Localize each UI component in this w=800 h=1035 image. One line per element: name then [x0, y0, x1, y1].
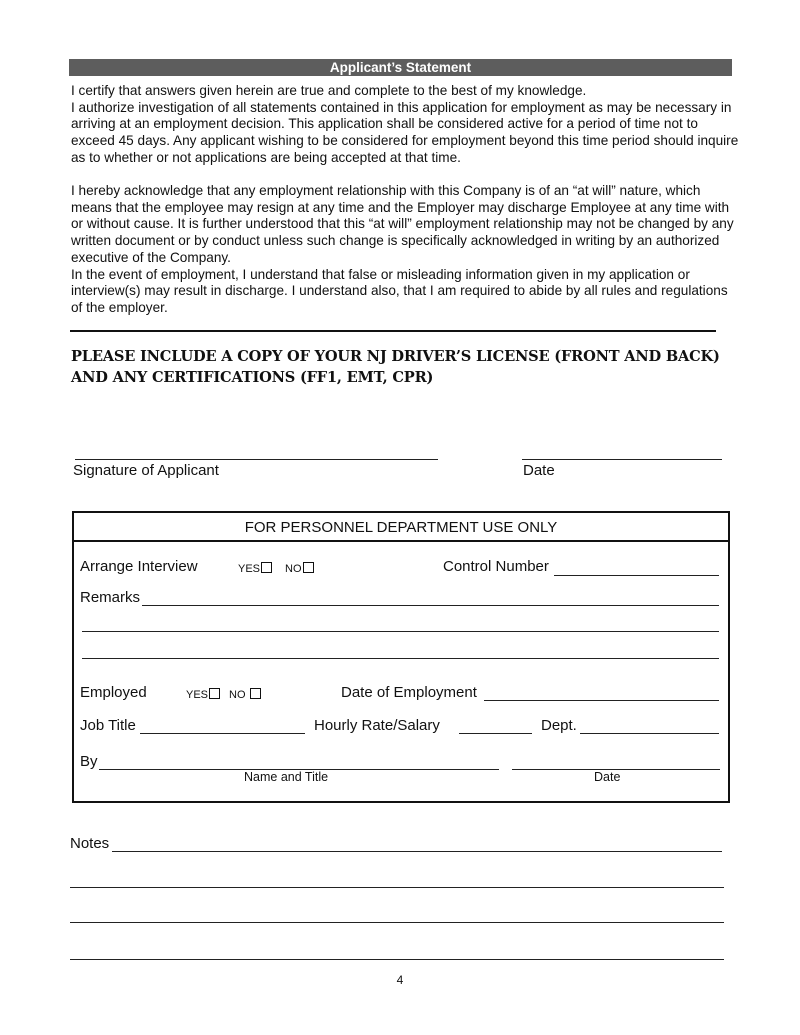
section-header: Applicant’s Statement	[69, 59, 732, 76]
date-caption: Date	[594, 770, 621, 784]
date-of-employment-field[interactable]	[484, 700, 719, 701]
certification-paragraph: I certify that answers given herein are true and complete to the best of my knowledge. I authorize investigation of all statements contained in this application for employment as may be necessary in arriving at an employment decision. This application shall be considered active for a period of time not to exceed 45 days. Any applicant wishing to be considered for employment beyond this time period should inquire as to whether or not applications are being accepted at that time.	[71, 83, 739, 165]
notice-line-1: PLEASE INCLUDE A COPY OF YOUR NJ DRIVER’S LICENSE (FRONT AND BACK)	[71, 348, 720, 365]
employed-no[interactable]	[229, 688, 261, 701]
date-of-employment-label: Date of Employment	[341, 684, 477, 701]
notes-field[interactable]	[112, 851, 722, 852]
remarks-field-line-3[interactable]	[82, 658, 719, 659]
divider	[70, 330, 716, 332]
notes-field-line-3[interactable]	[70, 922, 724, 923]
remarks-field[interactable]	[142, 605, 719, 606]
hourly-rate-label: Hourly Rate/Salary	[314, 717, 440, 734]
signature-label: Signature of Applicant	[73, 462, 219, 479]
notes-field-line-4[interactable]	[70, 959, 724, 960]
notice-line-2: AND ANY CERTIFICATIONS (FF1, EMT, CPR)	[71, 369, 434, 386]
no-label: NO	[229, 689, 246, 701]
employed-label: Employed	[80, 684, 147, 701]
dept-label: Dept.	[541, 717, 577, 734]
notes-field-line-2[interactable]	[70, 887, 724, 888]
checkbox[interactable]	[209, 688, 220, 699]
yes-label: YES	[186, 689, 209, 701]
control-number-field[interactable]	[554, 575, 719, 576]
personnel-title: FOR PERSONNEL DEPARTMENT USE ONLY	[74, 513, 728, 542]
date-field[interactable]	[522, 459, 722, 460]
name-and-title-caption: Name and Title	[244, 770, 329, 784]
control-number-label: Control Number	[443, 558, 549, 575]
notes-label: Notes	[70, 835, 110, 852]
job-title-field[interactable]	[140, 733, 305, 734]
checkbox[interactable]	[250, 688, 261, 699]
date-label: Date	[523, 462, 555, 479]
at-will-paragraph: I hereby acknowledge that any employment relationship with this Company is of an “at will” nature, which means that the employee may resign at any time and the Employer may discharge Employee at any time with or without cause. It is further understood that this “at will” employment relationship may not be changed by any written document or by conduct unless such change is specifically acknowledged in writing by an authorized executive of the Company. In the event of employment, I understand that false or misleading information given in my application or interview(s) may result in discharge. I understand also, that I am required to abide by all rules and regulations of the employer.	[71, 183, 734, 315]
interview-no[interactable]	[285, 562, 314, 575]
arrange-interview-label: Arrange Interview	[80, 558, 198, 575]
by-label: By	[80, 753, 98, 770]
yes-label: YES	[238, 563, 261, 575]
checkbox[interactable]	[303, 562, 314, 573]
remarks-field-line-2[interactable]	[82, 631, 719, 632]
interview-yes[interactable]	[238, 562, 272, 575]
dept-field[interactable]	[580, 733, 719, 734]
personnel-box	[72, 511, 730, 803]
signature-field[interactable]	[75, 459, 438, 460]
page-number: 4	[396, 973, 404, 987]
employed-yes[interactable]	[186, 688, 220, 701]
hourly-rate-field[interactable]	[459, 733, 532, 734]
job-title-label: Job Title	[80, 717, 136, 734]
no-label: NO	[285, 563, 302, 575]
checkbox[interactable]	[261, 562, 272, 573]
remarks-label: Remarks	[80, 589, 141, 606]
